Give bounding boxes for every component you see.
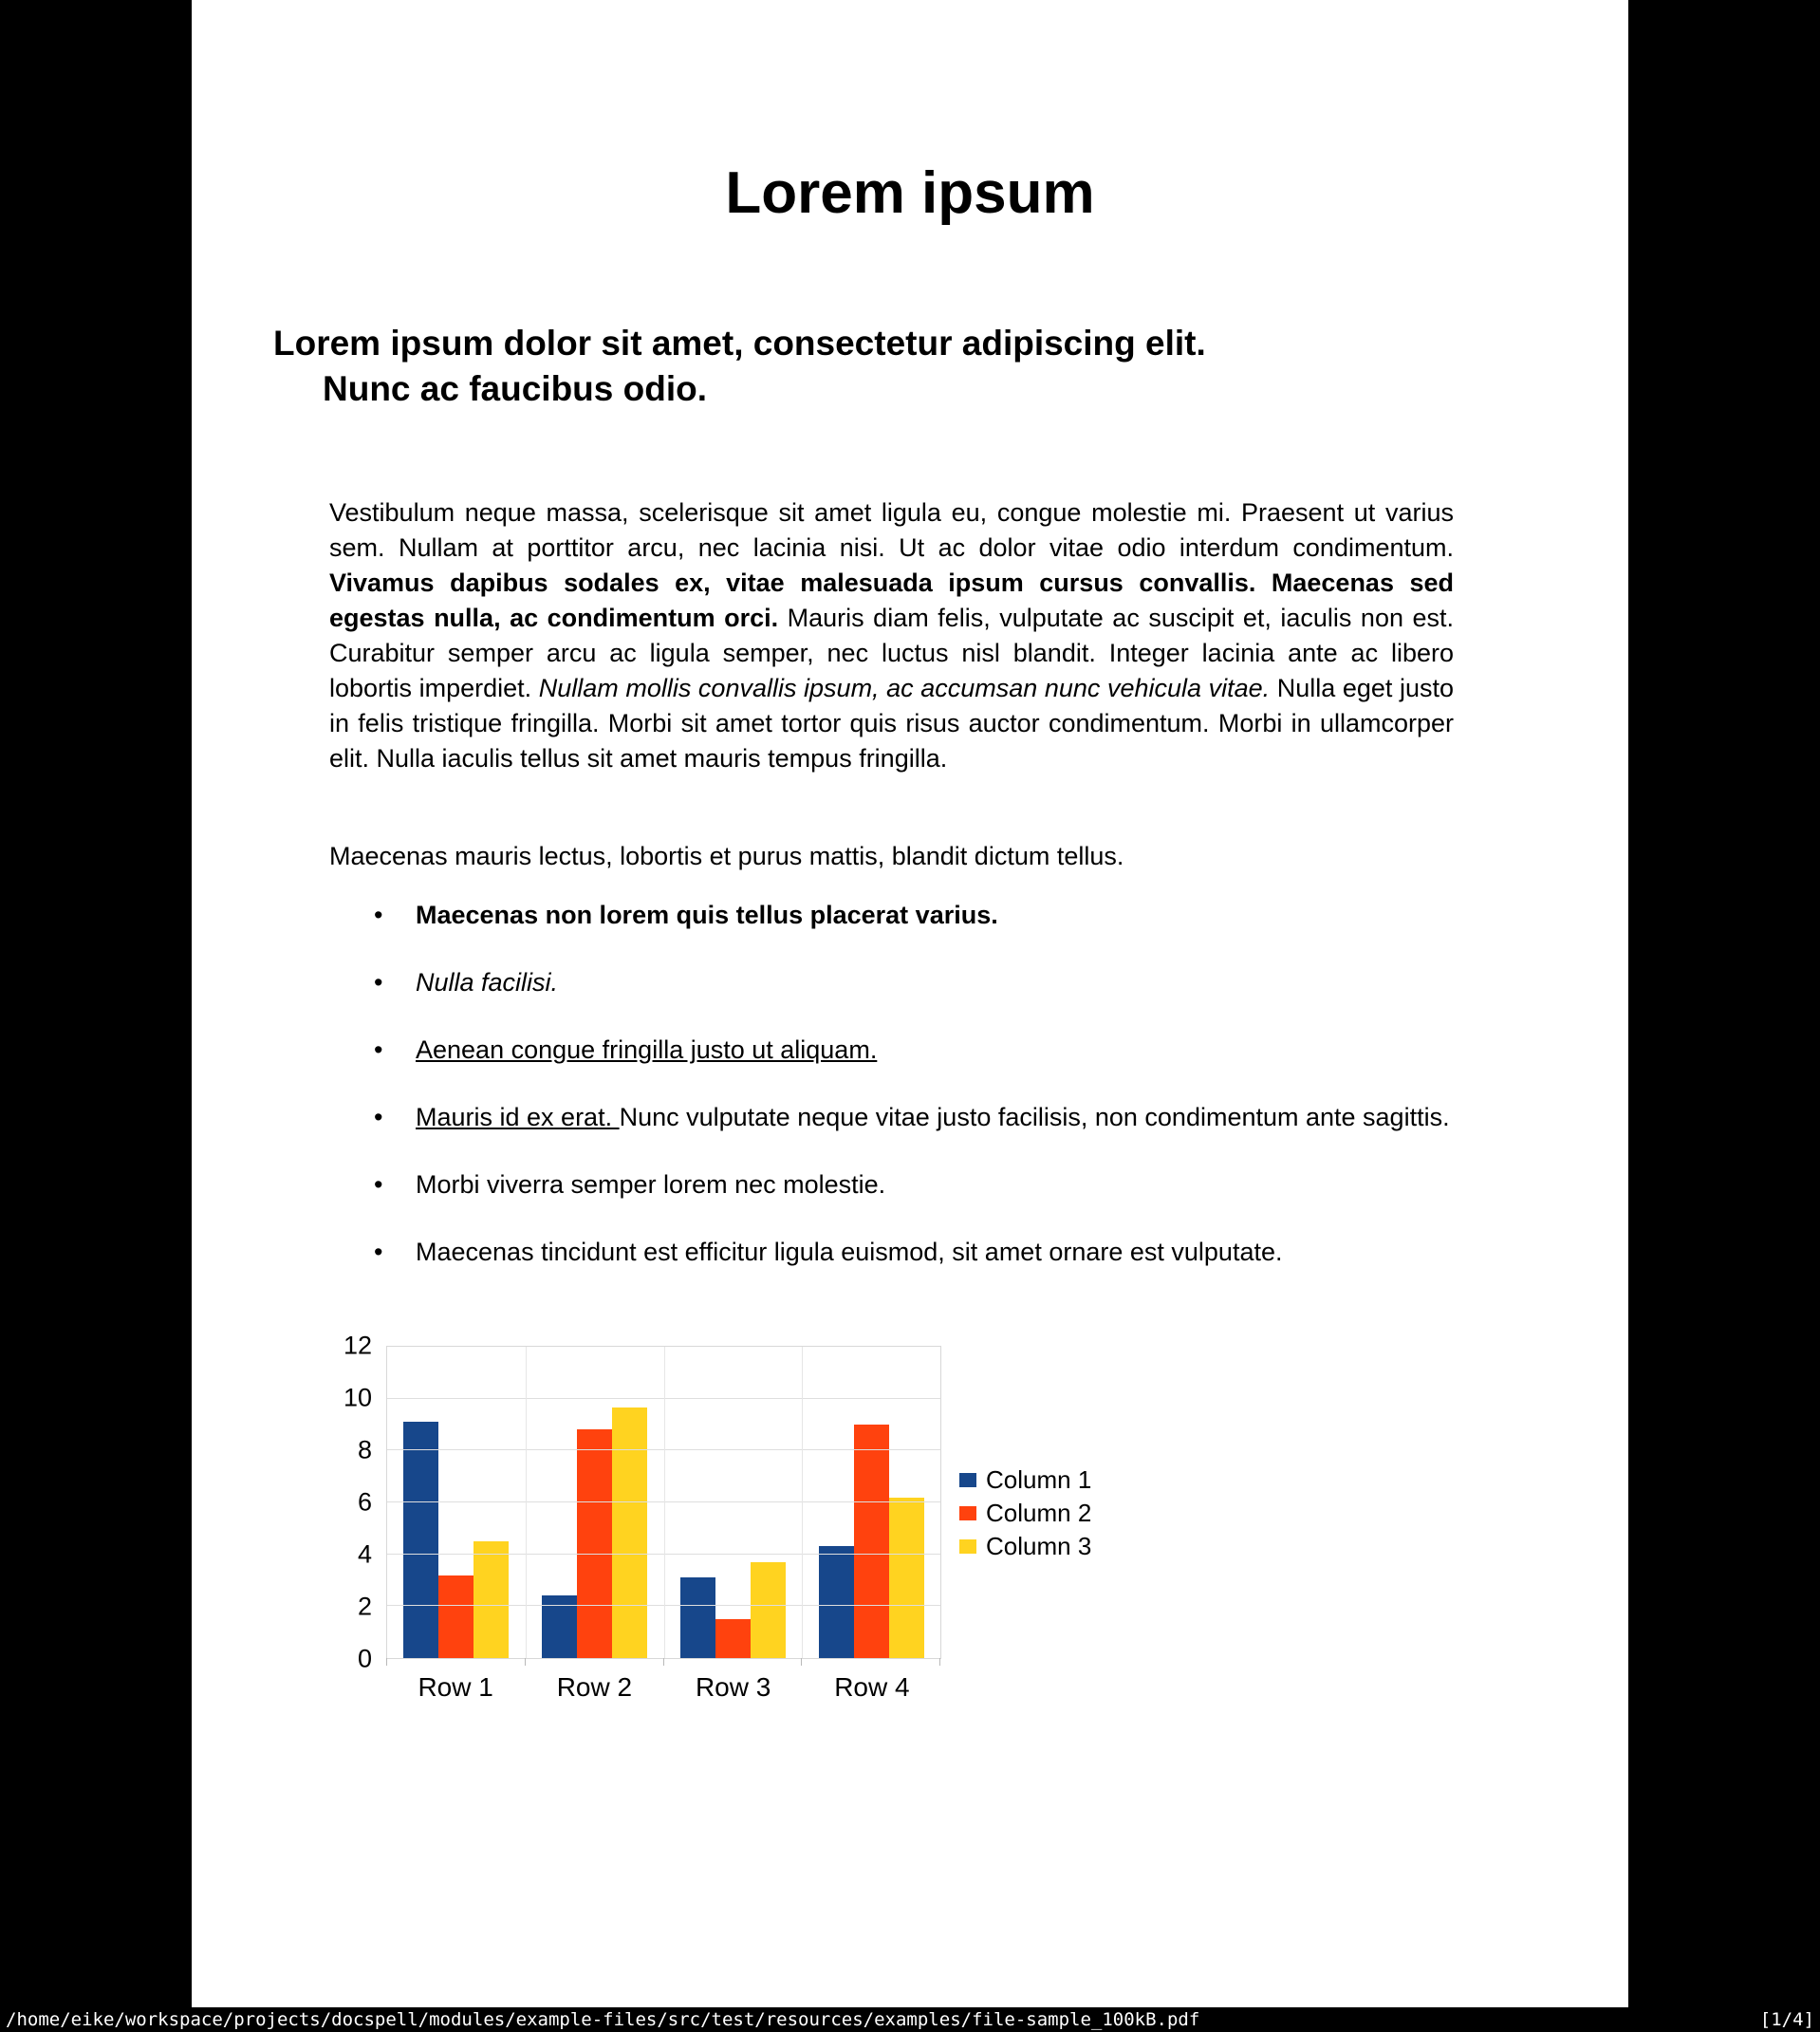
- legend-label: Column 1: [986, 1464, 1092, 1494]
- text-segment-normal: Nunc vulputate neque vitae justo facilisis, non condimentum ante sagittis.: [619, 1103, 1450, 1131]
- heading-line-2: Nunc ac faucibus odio.: [323, 369, 707, 408]
- text-segment-normal: Vestibulum neque massa, scelerisque sit amet ligula eu, congue molestie mi. Praesent ut varius sem. Nullam at porttitor arcu, nec lacinia nisi. Ut ac dolor vitae odio interdum condimentum.: [329, 498, 1454, 562]
- bar-group-row-3: [664, 1347, 803, 1658]
- x-axis-tick: [801, 1658, 802, 1666]
- bar-chart: [192, 1319, 1628, 1742]
- legend-label: Column 3: [986, 1531, 1092, 1560]
- document-heading: [273, 321, 1448, 412]
- bar-group-row-4: [802, 1347, 940, 1658]
- bar: [819, 1546, 854, 1658]
- text-segment-normal: Mauris diam felis, vulputate ac suscipit et, iaculis non est. Curabitur semper arcu ac ligula semper, nec luctus nisl blandit. Integer lacinia ante ac libero lobortis imperdiet.: [329, 604, 1454, 702]
- legend-color-chip: [959, 1539, 976, 1554]
- text-segment-italic: Nulla facilisi.: [416, 968, 559, 997]
- v-gridline: [664, 1347, 665, 1658]
- x-axis-tick: [939, 1658, 940, 1666]
- y-tick-label: 4: [357, 1539, 372, 1569]
- statusbar-page-indicator: [1/4]: [1759, 2009, 1814, 2030]
- y-tick-label: 6: [357, 1487, 372, 1517]
- legend-label: Column 2: [986, 1498, 1092, 1527]
- x-tick-label: Row 2: [556, 1672, 633, 1702]
- bar: [612, 1407, 647, 1658]
- y-tick-label: 12: [343, 1331, 372, 1360]
- bar: [889, 1498, 924, 1658]
- bar: [403, 1422, 438, 1658]
- text-segment-normal: Nulla eget justo in felis tristique fringilla. Morbi sit amet tortor quis risus auctor condimentum. Morbi in ullamcorper elit. Nulla iaculis tellus sit amet mauris tempus fringilla.: [329, 674, 1454, 773]
- legend-color-chip: [959, 1506, 976, 1520]
- x-axis-labels: [386, 1672, 941, 1703]
- bullet-list: [416, 898, 1454, 1302]
- bar: [715, 1619, 751, 1658]
- x-axis-tick: [525, 1658, 526, 1666]
- y-tick-label: 10: [343, 1383, 372, 1412]
- text-segment-normal: Maecenas tincidunt est efficitur ligula euismod, sit amet ornare est vulputate.: [416, 1238, 1283, 1266]
- chart-plot-area: [386, 1346, 941, 1659]
- bar: [474, 1541, 509, 1658]
- viewer-statusbar: [0, 2007, 1820, 2032]
- v-gridline: [526, 1347, 527, 1658]
- bullet-item: [416, 1100, 1454, 1135]
- x-axis-tick: [663, 1658, 664, 1666]
- bullet-item: [416, 898, 1454, 933]
- bar: [680, 1577, 715, 1658]
- bullet-item: [416, 1167, 1454, 1202]
- bar: [577, 1429, 612, 1658]
- legend-color-chip: [959, 1473, 976, 1487]
- intro-line: Maecenas mauris lectus, lobortis et purus mattis, blandit dictum tellus.: [329, 842, 1124, 870]
- document-title: Lorem ipsum: [725, 160, 1095, 226]
- bullet-item: [416, 965, 1454, 1000]
- y-tick-label: 8: [357, 1435, 372, 1464]
- text-segment-underline: Aenean congue fringilla justo ut aliquam.: [416, 1035, 878, 1064]
- legend-item: [959, 1464, 1092, 1494]
- text-segment-bold: Vivamus dapibus sodales ex, vitae malesuada ipsum cursus convallis. Maecenas sed egestas nulla, ac condimentum orci.: [329, 569, 1454, 632]
- bar: [751, 1562, 786, 1658]
- bar: [854, 1425, 889, 1658]
- text-segment-italic: Nullam mollis convallis ipsum, ac accumsan nunc vehicula vitae.: [538, 674, 1277, 702]
- text-segment-normal: Morbi viverra semper lorem nec molestie.: [416, 1170, 886, 1199]
- bullet-item: [416, 1033, 1454, 1068]
- x-tick-label: Row 4: [834, 1672, 910, 1702]
- legend-item: [959, 1531, 1092, 1560]
- text-segment-underline: Mauris id ex erat.: [416, 1103, 620, 1131]
- chart-legend: [959, 1464, 1092, 1567]
- y-tick-label: 2: [357, 1592, 372, 1621]
- document-page[interactable]: [192, 0, 1628, 2007]
- statusbar-file-path: /home/eike/workspace/projects/docspell/modules/example-files/src/test/resources/examples/file-sample_100kB.pdf: [6, 2009, 1200, 2030]
- x-axis-tick: [386, 1658, 387, 1666]
- legend-item: [959, 1498, 1092, 1527]
- text-segment-bold: Maecenas non lorem quis tellus placerat varius.: [416, 901, 998, 929]
- y-tick-label: 0: [357, 1644, 372, 1673]
- bar: [438, 1575, 474, 1658]
- bullet-item: [416, 1235, 1454, 1270]
- bar-group-row-2: [526, 1347, 664, 1658]
- y-axis-labels: [277, 1331, 372, 1673]
- x-tick-label: Row 3: [695, 1672, 771, 1702]
- x-tick-label: Row 1: [418, 1672, 493, 1702]
- bar-group-row-1: [387, 1347, 526, 1658]
- v-gridline: [802, 1347, 803, 1658]
- heading-line-1: Lorem ipsum dolor sit amet, consectetur adipiscing elit.: [273, 324, 1206, 363]
- body-paragraph: [329, 495, 1454, 776]
